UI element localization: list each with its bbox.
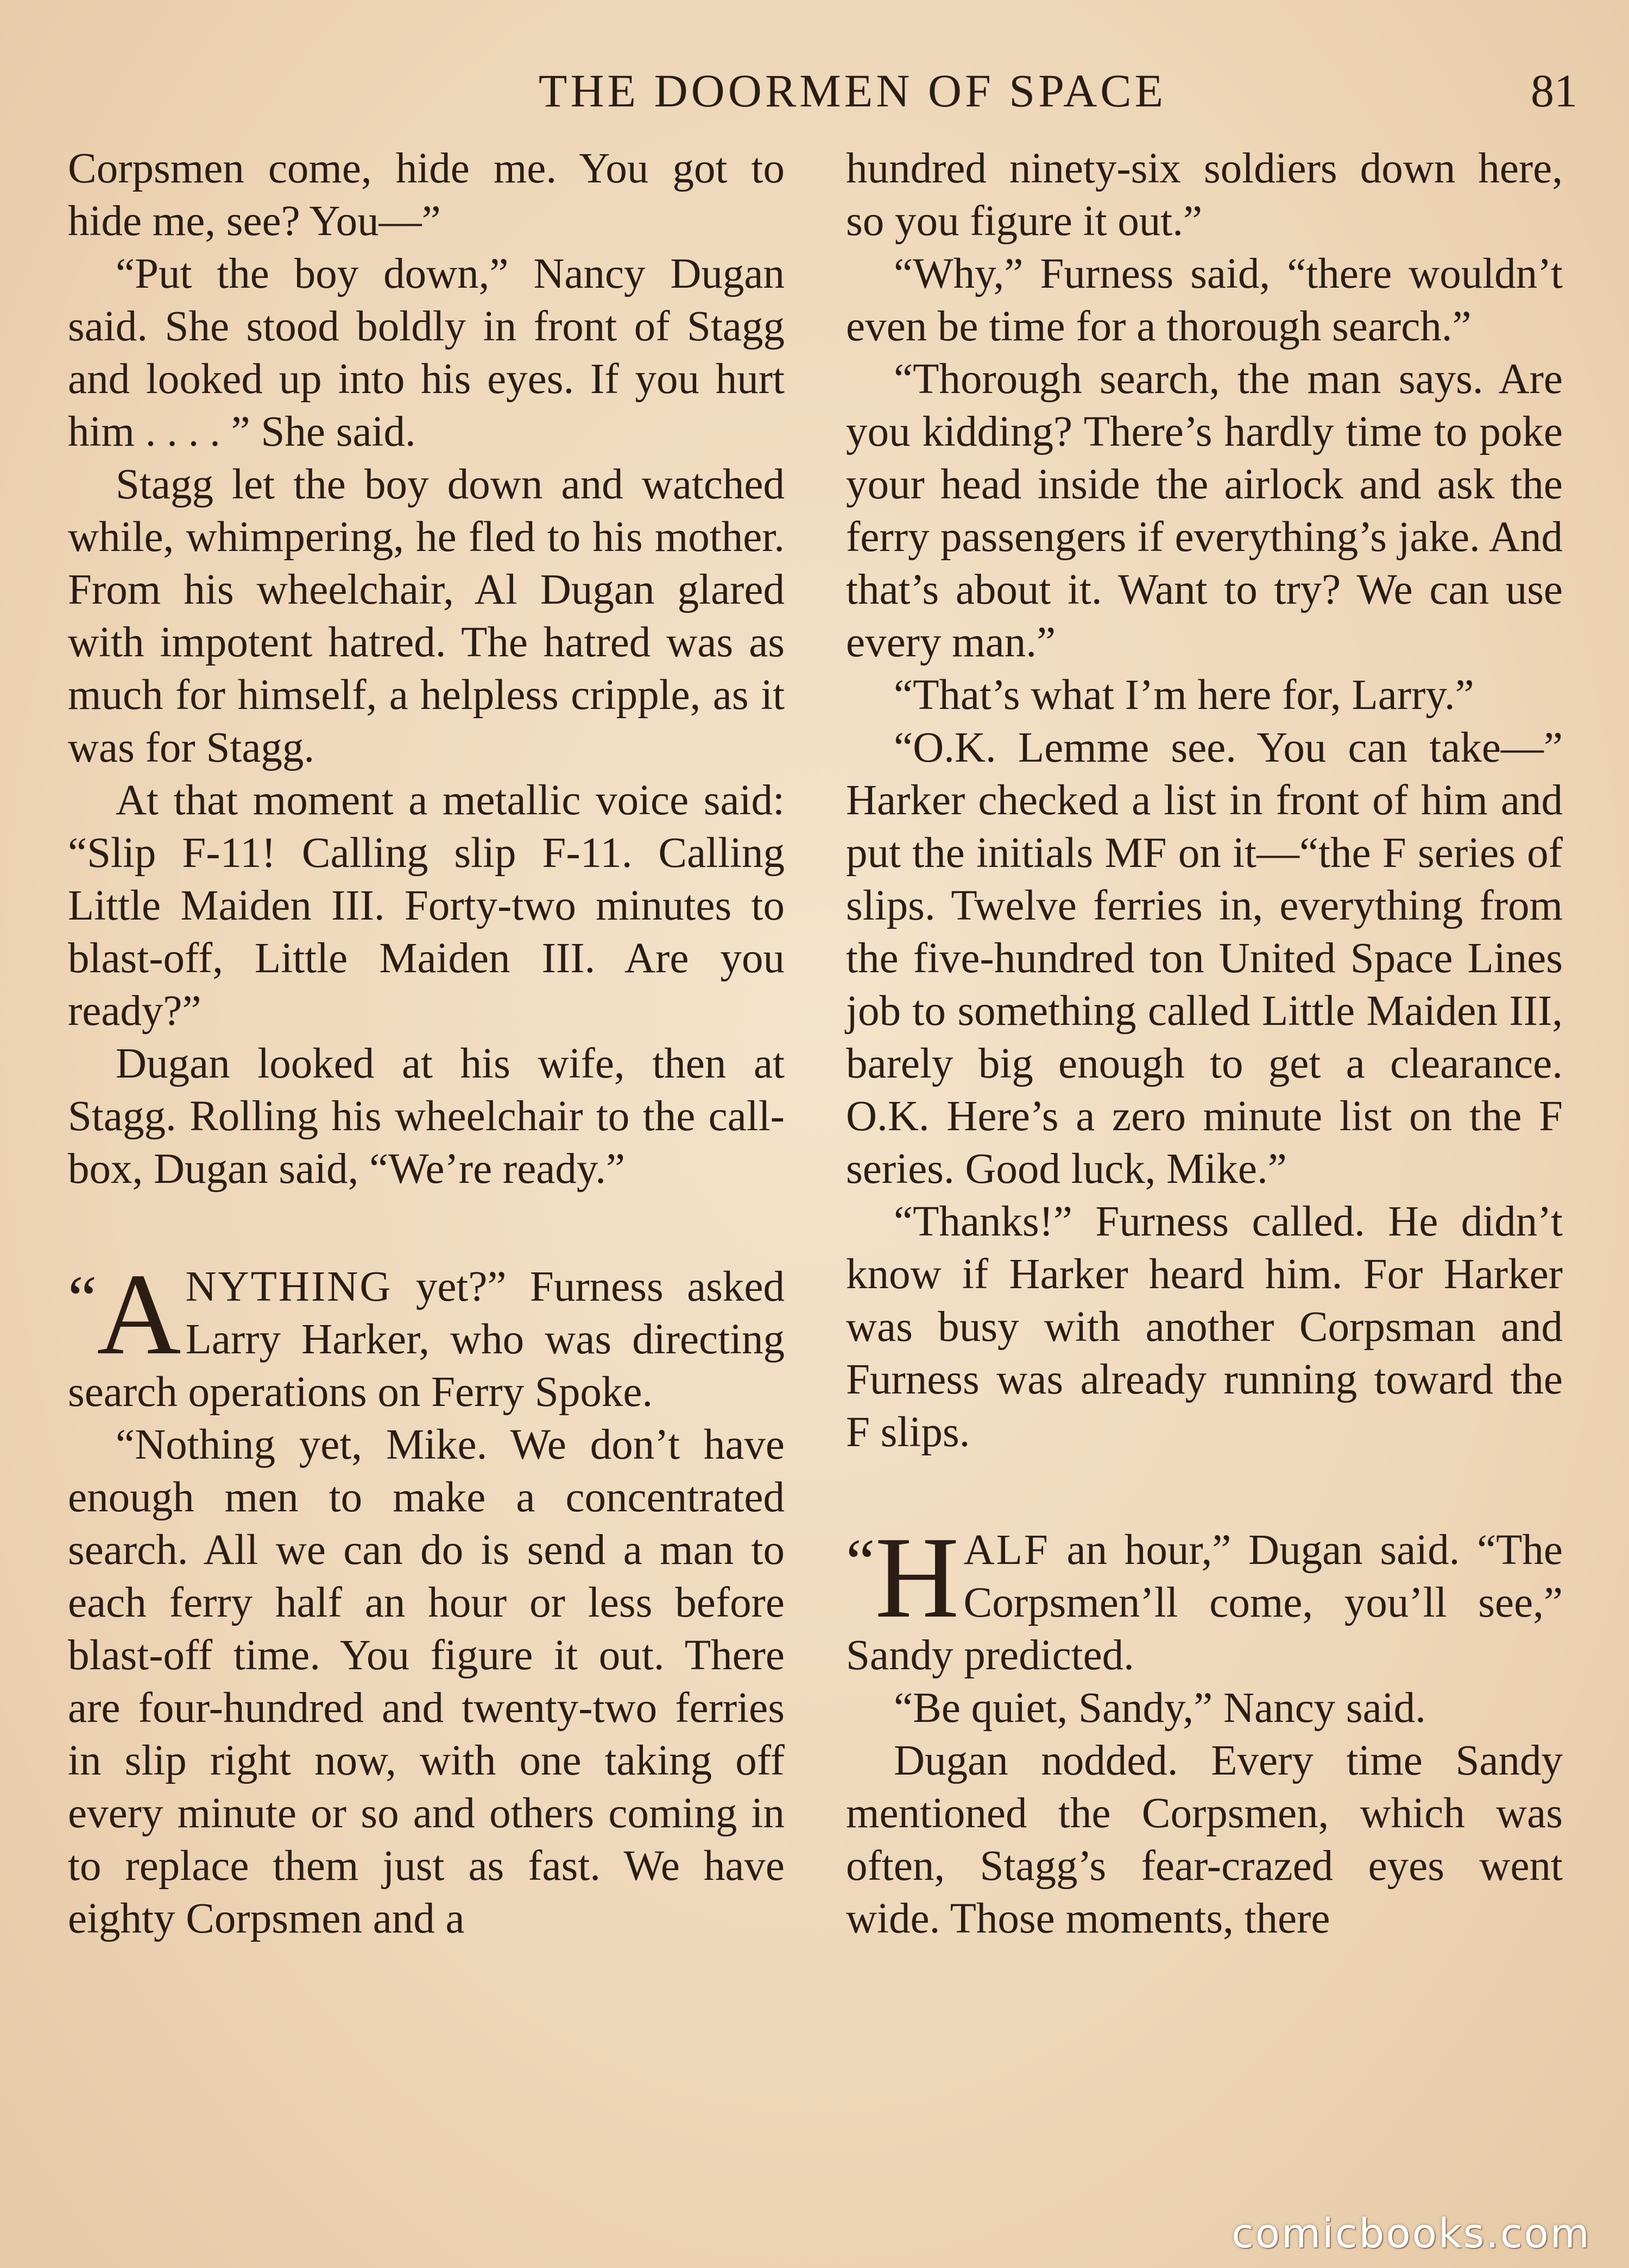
paragraph: Stagg let the boy down and watched while, whimpering, he fled to his mother. From his wheelchair, Al Dugan glared with impotent hatred. The hatred was as much for himself, a helpless cripple, as it was for Stagg. [68, 461, 785, 771]
paragraph: “Be quiet, Sandy,” Nancy said. [894, 1684, 1426, 1732]
paragraph: “Put the boy down,” Nancy Dugan said. She stood boldly in front of Stagg and looked up into his eyes. If you hurt him . . . . ” She said. [68, 250, 785, 455]
paragraph: Dugan nodded. Every time Sandy mentioned the Corpsmen, which was often, Stagg’s fear-crazed eyes went wide. Those moments, there [846, 1737, 1563, 1942]
paragraph: “Nothing yet, Mike. We don’t have enough men to make a concentrated search. All we can do is send a man to each ferry half an hour or less before blast-off time. You figure it out. There are four-hundred and twenty-two ferries in slip right now, with one taking off every minute or so and others coming in to replace them just as fast. We have eighty Corpsmen and a [68, 1421, 785, 1942]
page-number: 81 [1531, 65, 1577, 117]
lead-in-caps: NYTHING [185, 1263, 393, 1310]
paragraph: “Thanks!” Furness called. He didn’t know if Harker heard him. For Harker was busy with another Corpsman and Furness was already running toward the F slips. [846, 1198, 1563, 1456]
site-watermark: comicbooks.com [1232, 2210, 1591, 2257]
lead-in-caps: ALF [963, 1526, 1050, 1574]
paragraph: “Thorough search, the man says. Are you kidding? There’s hardly time to poke your head inside the airlock and ask the ferry passengers if everything’s jake. And that’s about it. Want to try? We can use every man.” [846, 356, 1563, 666]
chapter-title: THE DOORMEN OF SPACE [538, 65, 1167, 117]
section-opening-paragraph [68, 1249, 785, 1418]
paragraph: “Why,” Furness said, “there wouldn’t even be time for a thorough search.” [846, 250, 1563, 350]
paragraph: Corpsmen come, hide me. You got to hide me, see? You—” [68, 145, 785, 245]
paragraph: At that moment a metallic voice said: “Slip F-11! Calling slip F-11. Calling Little Maiden III. Forty-two minutes to blast-off, Little Maiden III. Are you ready?” [68, 777, 785, 1035]
section-opening-paragraph [846, 1512, 1563, 1682]
drop-cap: H [875, 1512, 959, 1642]
paragraph-text: an hour,” Dugan said. “The Corpsmen’ll come, you’ll see,” Sandy predicted. [846, 1526, 1563, 1679]
paragraph: Dugan looked at his wife, then at Stagg. Rolling his wheelchair to the call-box, Dugan said, “We’re ready.” [68, 1040, 785, 1193]
opening-quote-mark: “ [846, 1525, 875, 1598]
opening-quote-mark: “ [68, 1262, 97, 1334]
paragraph: “O.K. Lemme see. You can take—” Harker checked a list in front of him and put the initials MF on it—“the F series of slips. Twelve ferries in, everything from the five-hundred ton United Space Lines job to something called Little Maiden III, barely big enough to get a clearance. O.K. Here’s a zero minute list on the F series. Good luck, Mike.” [846, 724, 1563, 1193]
left-column [68, 142, 785, 1945]
paragraph: hundred ninety-six soldiers down here, so you figure it out.” [846, 145, 1563, 245]
drop-cap: A [97, 1249, 181, 1379]
paragraph-text: yet?” Furness asked Larry Harker, who was directing search operations on Ferry Spoke. [68, 1263, 785, 1416]
running-header [0, 61, 1629, 121]
right-column [846, 142, 1563, 1945]
paragraph: “That’s what I’m here for, Larry.” [894, 671, 1474, 719]
